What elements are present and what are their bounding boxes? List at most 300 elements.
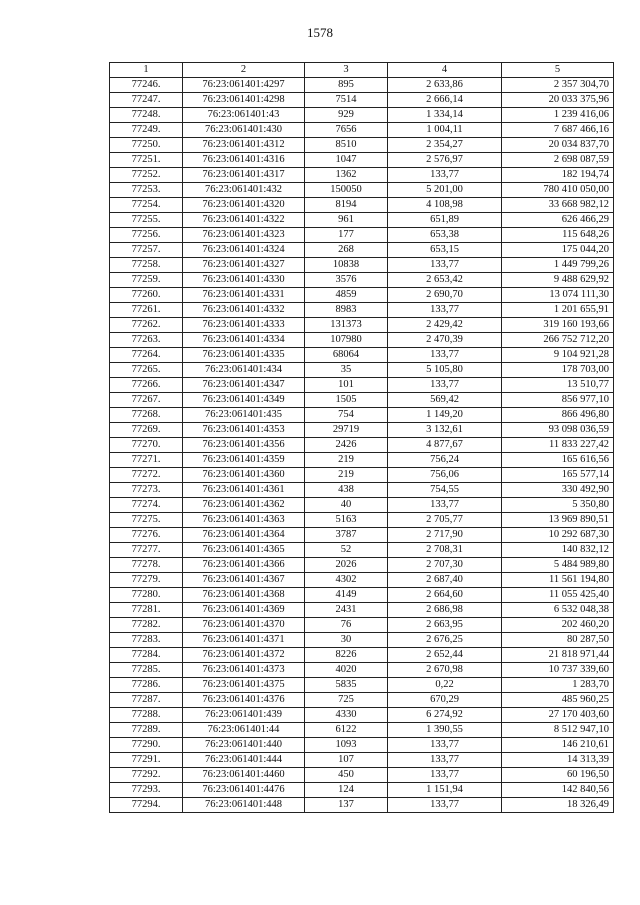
table-row (110, 513, 614, 528)
cadastral-number: 76:23:061401:4333 (183, 318, 305, 333)
cadastral-number: 76:23:061401:4373 (183, 663, 305, 678)
area-value: 1505 (305, 393, 388, 408)
row-number: 77270. (110, 438, 183, 453)
cadastral-number: 76:23:061401:4316 (183, 153, 305, 168)
cadastral-value: 140 832,12 (502, 543, 614, 558)
cadastral-value: 8 512 947,10 (502, 723, 614, 738)
table-row (110, 363, 614, 378)
area-value: 10838 (305, 258, 388, 273)
cadastral-number: 76:23:061401:434 (183, 363, 305, 378)
row-number: 77284. (110, 648, 183, 663)
table-row (110, 258, 614, 273)
area-value: 30 (305, 633, 388, 648)
unit-value: 2 705,77 (388, 513, 502, 528)
table-row (110, 558, 614, 573)
table-row (110, 78, 614, 93)
column-header: 2 (183, 63, 305, 78)
cadastral-value: 330 492,90 (502, 483, 614, 498)
row-number: 77287. (110, 693, 183, 708)
row-number: 77293. (110, 783, 183, 798)
unit-value: 133,77 (388, 798, 502, 813)
area-value: 131373 (305, 318, 388, 333)
row-number: 77271. (110, 453, 183, 468)
unit-value: 756,24 (388, 453, 502, 468)
table-row (110, 138, 614, 153)
cadastral-value: 182 194,74 (502, 168, 614, 183)
row-number: 77292. (110, 768, 183, 783)
unit-value: 2 687,40 (388, 573, 502, 588)
row-number: 77283. (110, 633, 183, 648)
area-value: 961 (305, 213, 388, 228)
row-number: 77264. (110, 348, 183, 363)
cadastral-value: 60 196,50 (502, 768, 614, 783)
area-value: 177 (305, 228, 388, 243)
row-number: 77256. (110, 228, 183, 243)
cadastral-value: 1 449 799,26 (502, 258, 614, 273)
page-number: 1578 (307, 25, 333, 40)
row-number: 77259. (110, 273, 183, 288)
area-value: 107980 (305, 333, 388, 348)
unit-value: 2 666,14 (388, 93, 502, 108)
cadastral-value: 626 466,29 (502, 213, 614, 228)
area-value: 35 (305, 363, 388, 378)
unit-value: 0,22 (388, 678, 502, 693)
table-row (110, 738, 614, 753)
cadastral-value: 1 239 416,06 (502, 108, 614, 123)
unit-value: 4 108,98 (388, 198, 502, 213)
cadastral-value: 14 313,39 (502, 753, 614, 768)
table-row (110, 438, 614, 453)
cadastral-number: 76:23:061401:440 (183, 738, 305, 753)
table-row (110, 108, 614, 123)
unit-value: 2 354,27 (388, 138, 502, 153)
table-row (110, 498, 614, 513)
row-number: 77254. (110, 198, 183, 213)
cadastral-number: 76:23:061401:4370 (183, 618, 305, 633)
cadastral-number: 76:23:061401:4460 (183, 768, 305, 783)
unit-value: 2 690,70 (388, 288, 502, 303)
table-row (110, 228, 614, 243)
area-value: 754 (305, 408, 388, 423)
area-value: 438 (305, 483, 388, 498)
cadastral-number: 76:23:061401:432 (183, 183, 305, 198)
cadastral-value: 2 698 087,59 (502, 153, 614, 168)
table-row (110, 393, 614, 408)
row-number: 77260. (110, 288, 183, 303)
column-header: 3 (305, 63, 388, 78)
area-value: 3787 (305, 528, 388, 543)
area-value: 8983 (305, 303, 388, 318)
cadastral-number: 76:23:061401:4362 (183, 498, 305, 513)
cadastral-number: 76:23:061401:448 (183, 798, 305, 813)
area-value: 6122 (305, 723, 388, 738)
table-row (110, 573, 614, 588)
area-value: 8510 (305, 138, 388, 153)
table-row (110, 618, 614, 633)
area-value: 1047 (305, 153, 388, 168)
unit-value: 754,55 (388, 483, 502, 498)
area-value: 5163 (305, 513, 388, 528)
row-number: 77272. (110, 468, 183, 483)
area-value: 1362 (305, 168, 388, 183)
row-number: 77252. (110, 168, 183, 183)
table-row (110, 408, 614, 423)
table-row (110, 423, 614, 438)
area-value: 4149 (305, 588, 388, 603)
area-value: 7656 (305, 123, 388, 138)
table-row (110, 693, 614, 708)
cadastral-number: 76:23:061401:4365 (183, 543, 305, 558)
cadastral-number: 76:23:061401:4371 (183, 633, 305, 648)
cadastral-value-table (109, 62, 614, 813)
area-value: 450 (305, 768, 388, 783)
cadastral-number: 76:23:061401:4317 (183, 168, 305, 183)
cadastral-number: 76:23:061401:4375 (183, 678, 305, 693)
unit-value: 5 201,00 (388, 183, 502, 198)
area-value: 29719 (305, 423, 388, 438)
row-number: 77278. (110, 558, 183, 573)
area-value: 107 (305, 753, 388, 768)
cadastral-number: 76:23:061401:4367 (183, 573, 305, 588)
cadastral-value: 93 098 036,59 (502, 423, 614, 438)
unit-value: 4 877,67 (388, 438, 502, 453)
unit-value: 2 670,98 (388, 663, 502, 678)
cadastral-value: 20 034 837,70 (502, 138, 614, 153)
unit-value: 6 274,92 (388, 708, 502, 723)
unit-value: 133,77 (388, 753, 502, 768)
table-row (110, 198, 614, 213)
row-number: 77290. (110, 738, 183, 753)
unit-value: 133,77 (388, 168, 502, 183)
table-row (110, 708, 614, 723)
cadastral-value: 1 283,70 (502, 678, 614, 693)
table-row (110, 318, 614, 333)
area-value: 137 (305, 798, 388, 813)
cadastral-value: 165 577,14 (502, 468, 614, 483)
cadastral-number: 76:23:061401:4320 (183, 198, 305, 213)
row-number: 77282. (110, 618, 183, 633)
row-number: 77288. (110, 708, 183, 723)
cadastral-value: 6 532 048,38 (502, 603, 614, 618)
cadastral-value: 175 044,20 (502, 243, 614, 258)
unit-value: 3 132,61 (388, 423, 502, 438)
unit-value: 756,06 (388, 468, 502, 483)
area-value: 4020 (305, 663, 388, 678)
unit-value: 2 676,25 (388, 633, 502, 648)
area-value: 68064 (305, 348, 388, 363)
cadastral-value: 7 687 466,16 (502, 123, 614, 138)
cadastral-value: 20 033 375,96 (502, 93, 614, 108)
cadastral-number: 76:23:061401:4361 (183, 483, 305, 498)
cadastral-number: 76:23:061401:4376 (183, 693, 305, 708)
cadastral-number: 76:23:061401:4363 (183, 513, 305, 528)
cadastral-number: 76:23:061401:4369 (183, 603, 305, 618)
row-number: 77261. (110, 303, 183, 318)
area-value: 4302 (305, 573, 388, 588)
row-number: 77263. (110, 333, 183, 348)
row-number: 77250. (110, 138, 183, 153)
table-row (110, 273, 614, 288)
row-number: 77268. (110, 408, 183, 423)
cadastral-number: 76:23:061401:4331 (183, 288, 305, 303)
column-header: 5 (502, 63, 614, 78)
cadastral-number: 76:23:061401:4366 (183, 558, 305, 573)
unit-value: 2 652,44 (388, 648, 502, 663)
unit-value: 2 707,30 (388, 558, 502, 573)
area-value: 2426 (305, 438, 388, 453)
table-row (110, 768, 614, 783)
table-row (110, 723, 614, 738)
row-number: 77255. (110, 213, 183, 228)
unit-value: 133,77 (388, 498, 502, 513)
table-row (110, 303, 614, 318)
area-value: 124 (305, 783, 388, 798)
cadastral-value: 5 350,80 (502, 498, 614, 513)
unit-value: 2 653,42 (388, 273, 502, 288)
area-value: 101 (305, 378, 388, 393)
unit-value: 133,77 (388, 738, 502, 753)
table-row (110, 543, 614, 558)
cadastral-value: 13 969 890,51 (502, 513, 614, 528)
unit-value: 2 664,60 (388, 588, 502, 603)
table-row (110, 798, 614, 813)
cadastral-number: 76:23:061401:4360 (183, 468, 305, 483)
table-row (110, 93, 614, 108)
cadastral-value: 856 977,10 (502, 393, 614, 408)
area-value: 150050 (305, 183, 388, 198)
area-value: 929 (305, 108, 388, 123)
area-value: 7514 (305, 93, 388, 108)
cadastral-value: 10 292 687,30 (502, 528, 614, 543)
area-value: 52 (305, 543, 388, 558)
cadastral-value: 319 160 193,66 (502, 318, 614, 333)
column-header: 4 (388, 63, 502, 78)
cadastral-value: 178 703,00 (502, 363, 614, 378)
cadastral-value: 21 818 971,44 (502, 648, 614, 663)
cadastral-number: 76:23:061401:4372 (183, 648, 305, 663)
cadastral-number: 76:23:061401:4298 (183, 93, 305, 108)
cadastral-value: 11 833 227,42 (502, 438, 614, 453)
cadastral-value: 11 561 194,80 (502, 573, 614, 588)
cadastral-number: 76:23:061401:4335 (183, 348, 305, 363)
cadastral-value: 9 488 629,92 (502, 273, 614, 288)
cadastral-number: 76:23:061401:439 (183, 708, 305, 723)
unit-value: 133,77 (388, 768, 502, 783)
table-row (110, 213, 614, 228)
unit-value: 653,38 (388, 228, 502, 243)
row-number: 77280. (110, 588, 183, 603)
area-value: 8194 (305, 198, 388, 213)
table-row (110, 168, 614, 183)
cadastral-value: 27 170 403,60 (502, 708, 614, 723)
cadastral-number: 76:23:061401:4353 (183, 423, 305, 438)
cadastral-value: 9 104 921,28 (502, 348, 614, 363)
cadastral-number: 76:23:061401:4327 (183, 258, 305, 273)
unit-value: 133,77 (388, 348, 502, 363)
unit-value: 1 151,94 (388, 783, 502, 798)
unit-value: 653,15 (388, 243, 502, 258)
row-number: 77289. (110, 723, 183, 738)
cadastral-number: 76:23:061401:4297 (183, 78, 305, 93)
table-row (110, 333, 614, 348)
row-number: 77262. (110, 318, 183, 333)
unit-value: 133,77 (388, 258, 502, 273)
cadastral-number: 76:23:061401:4324 (183, 243, 305, 258)
area-value: 4330 (305, 708, 388, 723)
area-value: 40 (305, 498, 388, 513)
area-value: 4859 (305, 288, 388, 303)
cadastral-value: 780 410 050,00 (502, 183, 614, 198)
area-value: 3576 (305, 273, 388, 288)
table-row (110, 633, 614, 648)
cadastral-value: 202 460,20 (502, 618, 614, 633)
table-row (110, 663, 614, 678)
cadastral-value: 866 496,80 (502, 408, 614, 423)
cadastral-number: 76:23:061401:4359 (183, 453, 305, 468)
cadastral-number: 76:23:061401:43 (183, 108, 305, 123)
row-number: 77253. (110, 183, 183, 198)
unit-value: 5 105,80 (388, 363, 502, 378)
row-number: 77275. (110, 513, 183, 528)
cadastral-number: 76:23:061401:4347 (183, 378, 305, 393)
unit-value: 2 576,97 (388, 153, 502, 168)
cadastral-number: 76:23:061401:4334 (183, 333, 305, 348)
cadastral-number: 76:23:061401:430 (183, 123, 305, 138)
area-value: 76 (305, 618, 388, 633)
unit-value: 670,29 (388, 693, 502, 708)
row-number: 77285. (110, 663, 183, 678)
unit-value: 2 686,98 (388, 603, 502, 618)
row-number: 77286. (110, 678, 183, 693)
cadastral-number: 76:23:061401:4330 (183, 273, 305, 288)
cadastral-value: 5 484 989,80 (502, 558, 614, 573)
cadastral-number: 76:23:061401:4364 (183, 528, 305, 543)
area-value: 8226 (305, 648, 388, 663)
table-row (110, 153, 614, 168)
table-row (110, 123, 614, 138)
row-number: 77257. (110, 243, 183, 258)
cadastral-value: 13 074 111,30 (502, 288, 614, 303)
unit-value: 2 429,42 (388, 318, 502, 333)
row-number: 77269. (110, 423, 183, 438)
cadastral-number: 76:23:061401:4322 (183, 213, 305, 228)
row-number: 77277. (110, 543, 183, 558)
unit-value: 1 004,11 (388, 123, 502, 138)
cadastral-value: 10 737 339,60 (502, 663, 614, 678)
table-row (110, 648, 614, 663)
cadastral-number: 76:23:061401:444 (183, 753, 305, 768)
cadastral-value: 165 616,56 (502, 453, 614, 468)
table-row (110, 483, 614, 498)
header-row (110, 63, 614, 78)
cadastral-number: 76:23:061401:4349 (183, 393, 305, 408)
cadastral-number: 76:23:061401:435 (183, 408, 305, 423)
table-row (110, 783, 614, 798)
unit-value: 1 334,14 (388, 108, 502, 123)
area-value: 2026 (305, 558, 388, 573)
area-value: 2431 (305, 603, 388, 618)
cadastral-value: 266 752 712,20 (502, 333, 614, 348)
area-value: 895 (305, 78, 388, 93)
cadastral-value: 18 326,49 (502, 798, 614, 813)
row-number: 77265. (110, 363, 183, 378)
table-row (110, 453, 614, 468)
table-row (110, 378, 614, 393)
row-number: 77246. (110, 78, 183, 93)
row-number: 77273. (110, 483, 183, 498)
cadastral-table-container (109, 62, 614, 813)
table-row (110, 468, 614, 483)
area-value: 219 (305, 468, 388, 483)
cadastral-value: 146 210,61 (502, 738, 614, 753)
row-number: 77294. (110, 798, 183, 813)
cadastral-number: 76:23:061401:4312 (183, 138, 305, 153)
cadastral-number: 76:23:061401:44 (183, 723, 305, 738)
unit-value: 1 149,20 (388, 408, 502, 423)
row-number: 77251. (110, 153, 183, 168)
unit-value: 651,89 (388, 213, 502, 228)
row-number: 77281. (110, 603, 183, 618)
row-number: 77248. (110, 108, 183, 123)
column-header: 1 (110, 63, 183, 78)
cadastral-value: 80 287,50 (502, 633, 614, 648)
table-row (110, 288, 614, 303)
unit-value: 133,77 (388, 303, 502, 318)
cadastral-value: 11 055 425,40 (502, 588, 614, 603)
cadastral-number: 76:23:061401:4323 (183, 228, 305, 243)
area-value: 219 (305, 453, 388, 468)
table-row (110, 588, 614, 603)
table-row (110, 753, 614, 768)
table-row (110, 603, 614, 618)
table-row (110, 243, 614, 258)
row-number: 77249. (110, 123, 183, 138)
row-number: 77274. (110, 498, 183, 513)
cadastral-value: 13 510,77 (502, 378, 614, 393)
area-value: 268 (305, 243, 388, 258)
area-value: 1093 (305, 738, 388, 753)
table-row (110, 348, 614, 363)
row-number: 77291. (110, 753, 183, 768)
unit-value: 2 708,31 (388, 543, 502, 558)
cadastral-value: 115 648,26 (502, 228, 614, 243)
cadastral-value: 2 357 304,70 (502, 78, 614, 93)
unit-value: 2 717,90 (388, 528, 502, 543)
table-row (110, 183, 614, 198)
cadastral-number: 76:23:061401:4356 (183, 438, 305, 453)
unit-value: 133,77 (388, 378, 502, 393)
row-number: 77279. (110, 573, 183, 588)
table-row (110, 678, 614, 693)
table-body (110, 63, 614, 813)
unit-value: 1 390,55 (388, 723, 502, 738)
cadastral-value: 142 840,56 (502, 783, 614, 798)
cadastral-number: 76:23:061401:4368 (183, 588, 305, 603)
row-number: 77267. (110, 393, 183, 408)
area-value: 725 (305, 693, 388, 708)
table-row (110, 528, 614, 543)
row-number: 77258. (110, 258, 183, 273)
row-number: 77276. (110, 528, 183, 543)
unit-value: 2 633,86 (388, 78, 502, 93)
unit-value: 2 663,95 (388, 618, 502, 633)
cadastral-value: 1 201 655,91 (502, 303, 614, 318)
cadastral-value: 33 668 982,12 (502, 198, 614, 213)
unit-value: 2 470,39 (388, 333, 502, 348)
cadastral-value: 485 960,25 (502, 693, 614, 708)
row-number: 77266. (110, 378, 183, 393)
row-number: 77247. (110, 93, 183, 108)
